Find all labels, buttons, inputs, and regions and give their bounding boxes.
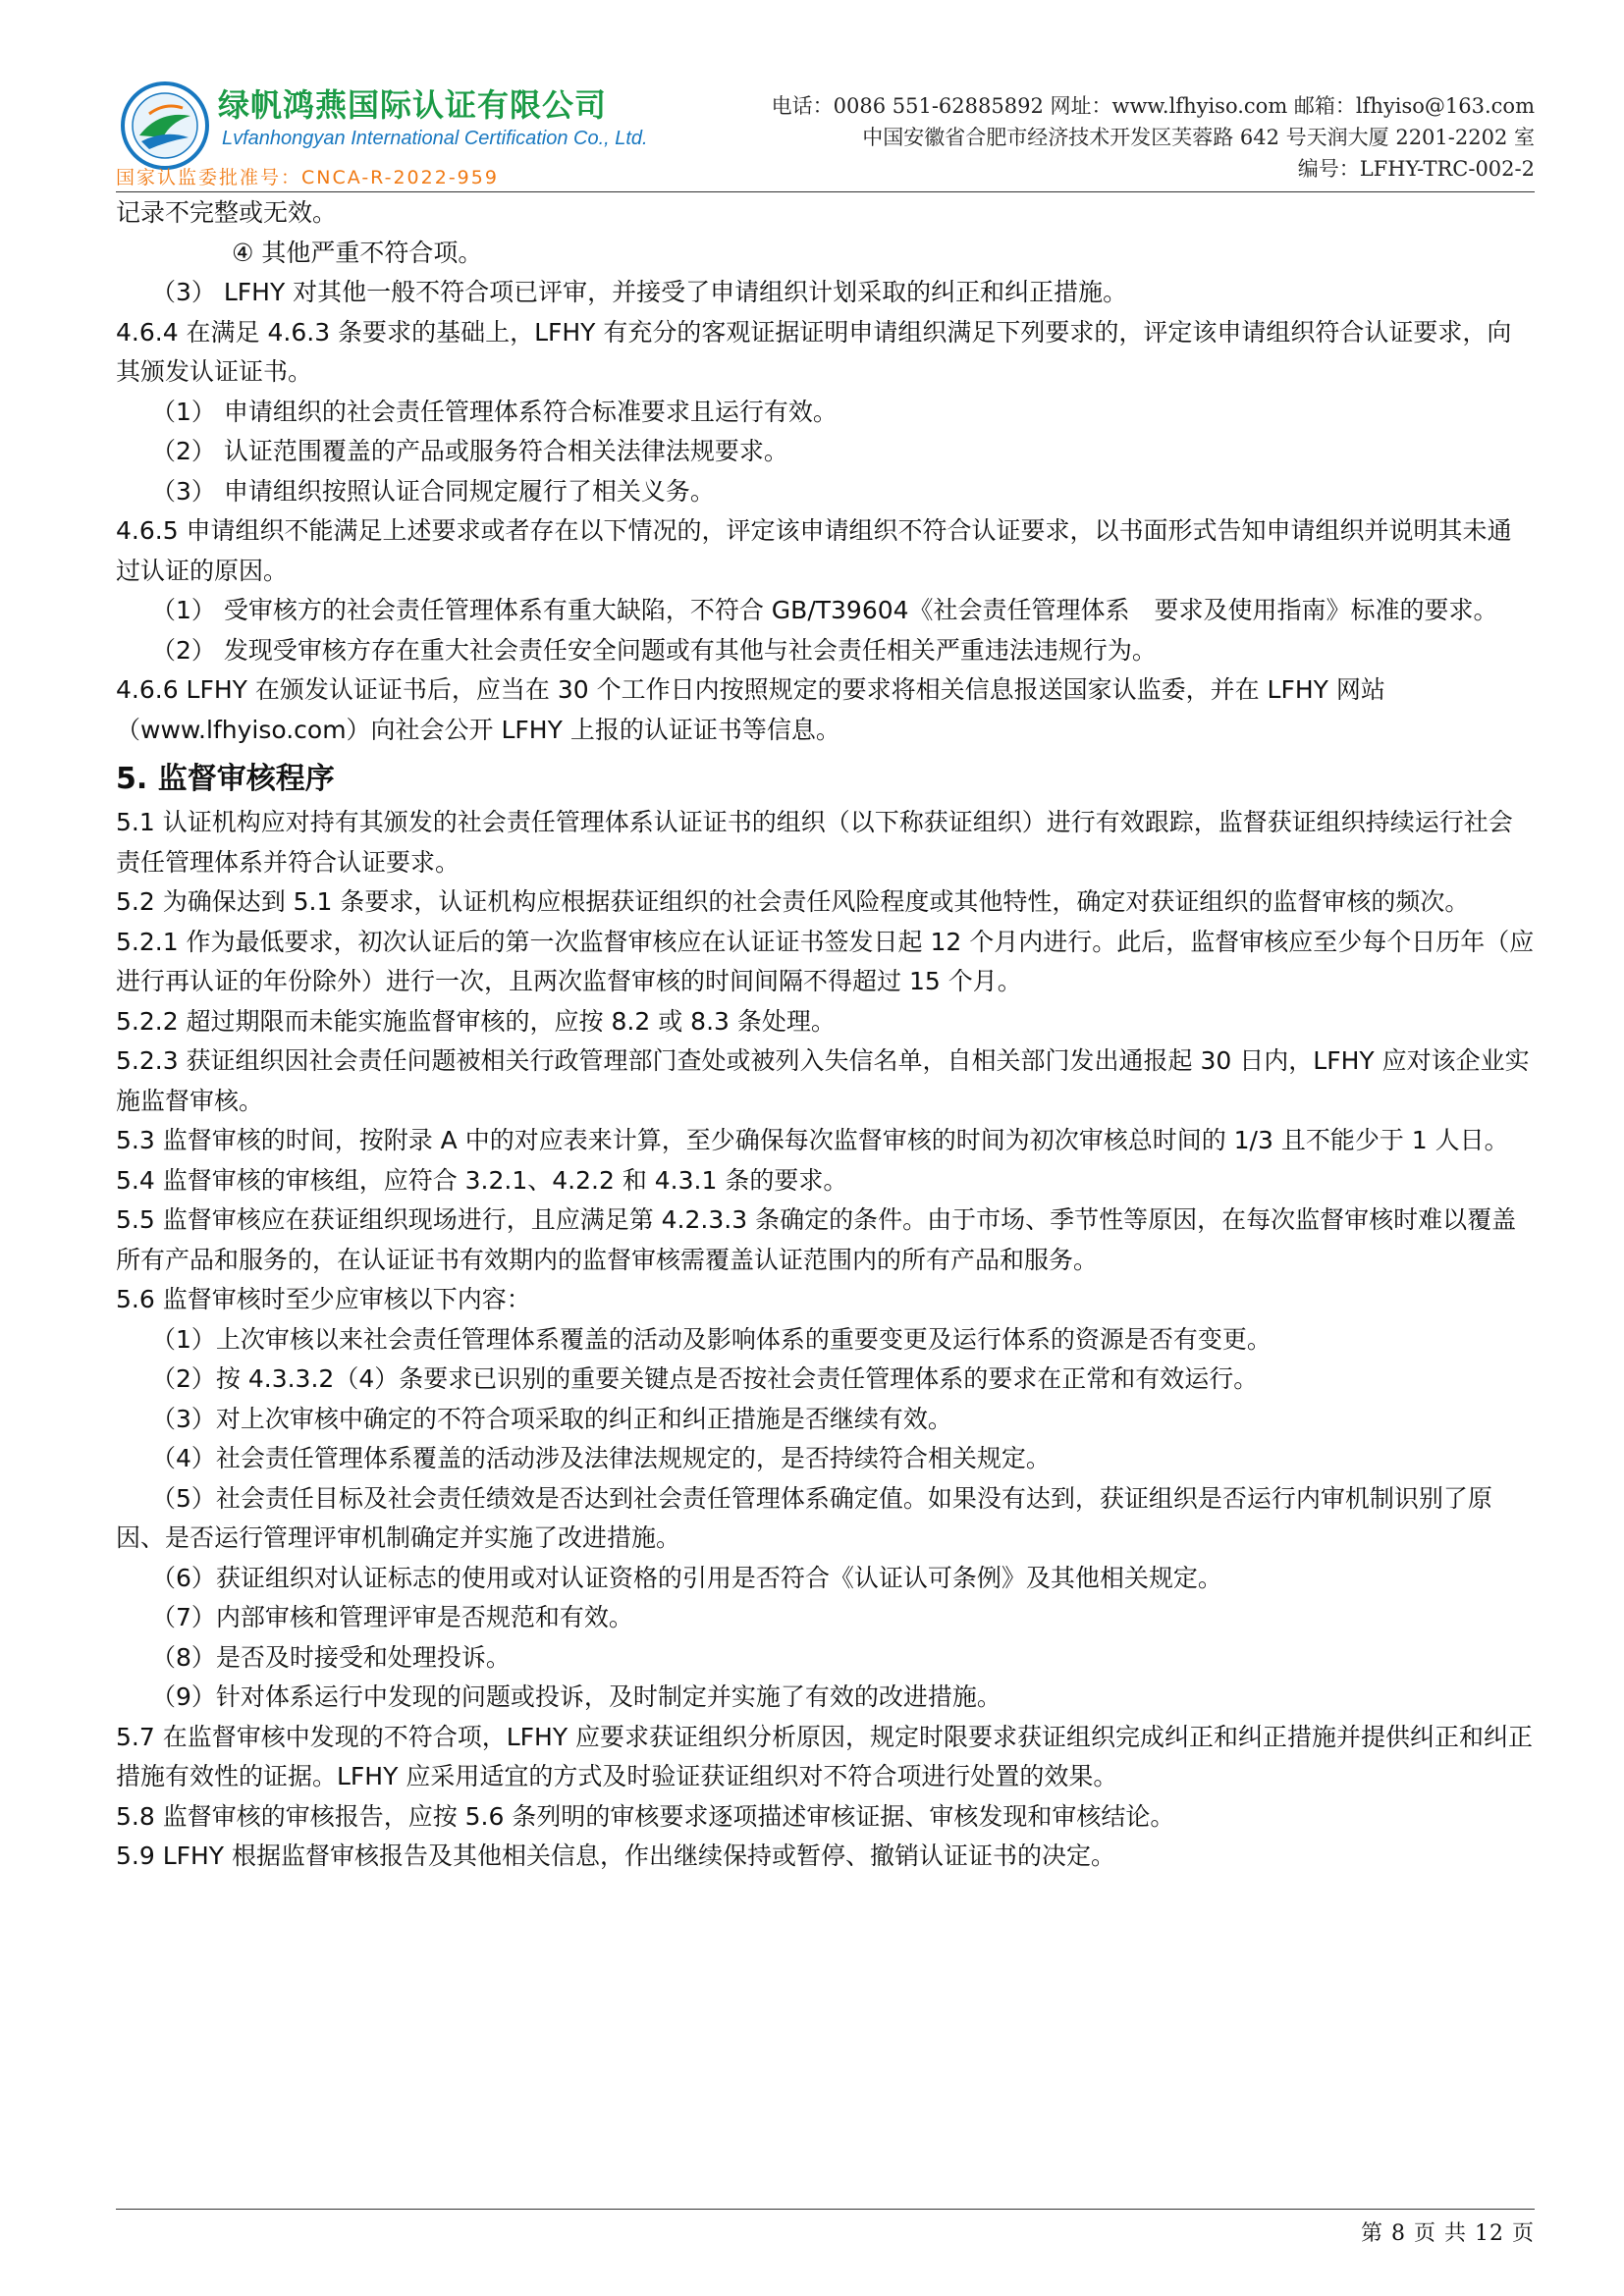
clause-5-9: 5.9 LFHY 根据监督审核报告及其他相关信息，作出继续保持或暂停、撤销认证证书的决定。 (116, 1842, 1116, 1870)
document-number: 编号：LFHY-TRC-002-2 (1297, 157, 1535, 181)
list-item: （9）针对体系运行中发现的问题或投诉，及时制定并实施了有效的改进措施。 (151, 1682, 1001, 1711)
page-header (116, 69, 1535, 188)
page-number: 第 8 页 共 12 页 (1361, 2221, 1535, 2246)
paragraph: （3） 申请组织按照认证合同规定履行了相关义务。 (151, 476, 715, 506)
company-name-en: Lvfanhongyan International Certification Co., Ltd. (222, 128, 648, 149)
paragraph: （1） 申请组织的社会责任管理体系符合标准要求且运行有效。 (151, 397, 838, 426)
list-item: （3）对上次审核中确定的不符合项采取的纠正和纠正措施是否继续有效。 (151, 1404, 952, 1433)
approval-number: 国家认监委批准号：CNCA-R-2022-959 (116, 167, 499, 188)
document-body (116, 193, 1535, 1877)
clause-5-2-2: 5.2.2 超过期限而未能实施监督审核的，应按 8.2 或 8.3 条处理。 (116, 1006, 836, 1036)
clause-5-4: 5.4 监督审核的审核组，应符合 3.2.1、4.2.2 和 4.3.1 条的要求。 (116, 1165, 848, 1195)
list-item: （7）内部审核和管理评审是否规范和有效。 (151, 1603, 633, 1631)
clause-5-2-3: 5.2.3 获证组织因社会责任问题被相关行政管理部门查处或被列入失信名单，自相关部门发出通报起 30 日内，LFHY 应对该企业实施监督审核。 (116, 1046, 1530, 1115)
list-item: （6）获证组织对认证标志的使用或对认证资格的引用是否符合《认证认可条例》及其他相关规定。 (151, 1563, 1222, 1592)
paragraph: ④ 其他严重不符合项。 (232, 238, 483, 267)
contact-phone-web-email: 电话：0086 551-62885892 网址：www.lfhyiso.com 邮箱：lfhyiso@163.com (771, 94, 1535, 118)
contact-block (772, 90, 1535, 185)
paragraph: （2） 认证范围覆盖的产品或服务符合相关法律法规要求。 (151, 437, 788, 465)
footer-divider (116, 2209, 1535, 2210)
clause-4-6-6: 4.6.6 LFHY 在颁发认证证书后，应当在 30 个工作日内按照规定的要求将相关信息报送国家认监委，并在 LFHY 网站（www.lfhyiso.com）向社会公开 LFHY 上报的认证证书等信息。 (116, 675, 1385, 744)
paragraph: （2） 发现受审核方存在重大社会责任安全问题或有其他与社会责任相关严重违法违规行为。 (151, 635, 1157, 665)
clause-5-7: 5.7 在监督审核中发现的不符合项，LFHY 应要求获证组织分析原因，规定时限要求获证组织完成纠正和纠正措施并提供纠正和纠正措施有效性的证据。LFHY 应采用适宜的方式及时验证获证组织对不符合项进行处置的效果。 (116, 1722, 1534, 1790)
clause-4-6-5: 4.6.5 申请组织不能满足上述要求或者存在以下情况的，评定该申请组织不符合认证要求，以书面形式告知申请组织并说明其未通过认证的原因。 (116, 516, 1512, 585)
company-logo-icon (120, 80, 210, 171)
header-divider (116, 191, 1535, 192)
list-item: （4）社会责任管理体系覆盖的活动涉及法律法规规定的，是否持续符合相关规定。 (151, 1444, 1051, 1472)
clause-5-8: 5.8 监督审核的审核报告，应按 5.6 条列明的审核要求逐项描述审核证据、审核发现和审核结论。 (116, 1801, 1175, 1831)
contact-address: 中国安徽省合肥市经济技术开发区芙蓉路 642 号天润大厦 2201-2202 室 (862, 126, 1535, 149)
section-heading: 5. 监督审核程序 (116, 762, 335, 796)
company-name-cn: 绿帆鸿燕国际认证有限公司 (218, 86, 608, 124)
paragraph: （3） LFHY 对其他一般不符合项已评审，并接受了申请组织计划采取的纠正和纠正措施。 (151, 278, 1128, 306)
list-item: （5）社会责任目标及社会责任绩效是否达到社会责任管理体系确定值。如果没有达到，获证组织是否运行内审机制识别了原因、是否运行管理评审机制确定并实施了改进措施。 (116, 1483, 1492, 1552)
clause-5-3: 5.3 监督审核的时间，按附录 A 中的对应表来计算，至少确保每次监督审核的时间为初次审核总时间的 1/3 且不能少于 1 人日。 (116, 1126, 1509, 1154)
paragraph: 记录不完整或无效。 (116, 198, 338, 227)
paragraph: （1） 受审核方的社会责任管理体系有重大缺陷，不符合 GB/T39604《社会责任管理体系 要求及使用指南》标准的要求。 (151, 596, 1498, 624)
list-item: （1）上次审核以来社会责任管理体系覆盖的活动及影响体系的重要变更及运行体系的资源是否有变更。 (151, 1324, 1272, 1354)
clause-5-6: 5.6 监督审核时至少应审核以下内容： (116, 1285, 531, 1313)
list-item: （2）按 4.3.3.2（4）条要求已识别的重要关键点是否按社会责任管理体系的要求在正常和有效运行。 (151, 1364, 1259, 1393)
list-item: （8）是否及时接受和处理投诉。 (151, 1642, 511, 1672)
clause-5-1: 5.1 认证机构应对持有其颁发的社会责任管理体系认证证书的组织（以下称获证组织）进行有效跟踪，监督获证组织持续运行社会责任管理体系并符合认证要求。 (116, 808, 1513, 877)
clause-5-5: 5.5 监督审核应在获证组织现场进行，且应满足第 4.2.3.3 条确定的条件。由于市场、季节性等原因，在每次监督审核时难以覆盖所有产品和服务的，在认证证书有效期内的监督审核需覆盖认证范围内的所有产品和服务。 (116, 1205, 1517, 1274)
clause-4-6-4: 4.6.4 在满足 4.6.3 条要求的基础上，LFHY 有充分的客观证据证明申请组织满足下列要求的，评定该申请组织符合认证要求，向其颁发认证证书。 (116, 317, 1512, 386)
clause-5-2-1: 5.2.1 作为最低要求，初次认证后的第一次监督审核应在认证证书签发日起 12 个月内进行。此后，监督审核应至少每个日历年（应进行再认证的年份除外）进行一次，且两次监督审核的时间间隔不得超过 15 个月。 (116, 927, 1535, 995)
clause-5-2: 5.2 为确保达到 5.1 条要求，认证机构应根据获证组织的社会责任风险程度或其他特性，确定对获证组织的监督审核的频次。 (116, 887, 1470, 916)
